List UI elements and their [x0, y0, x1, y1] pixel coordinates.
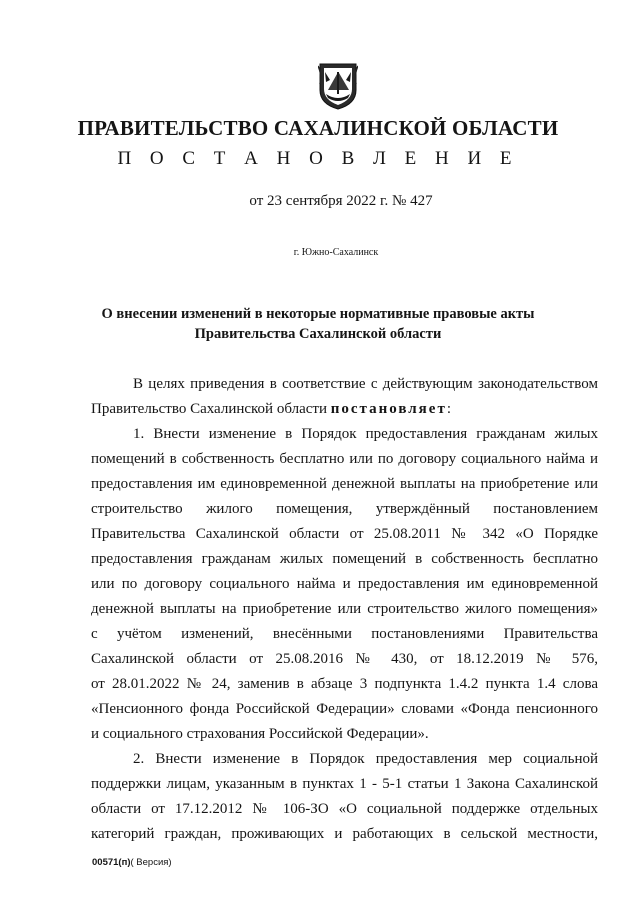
body-line: 2. Внести изменение в Порядок предоставления мер социальной [133, 751, 598, 767]
document-type: П О С Т А Н О В Л Е Н И Е [117, 148, 519, 169]
body-line: предоставления им единовременной денежной выплаты на приобретение или [91, 476, 598, 492]
body-line: с учётом изменений, внесёнными постановлениями Правительства [91, 626, 598, 642]
document-subject [0, 304, 636, 344]
resolves-word: постановляет [330, 401, 447, 417]
footer-code [92, 857, 172, 868]
document-code: 00571(п) [92, 857, 131, 868]
date-number: от 23 сентября 2022 г. № 427 [249, 193, 433, 209]
body-line: поддержки лицам, указанным в пунктах 1 - 5-1 статьи 1 Закона Сахалинской [91, 776, 598, 792]
body-line: денежной выплаты на приобретение или строительство жилого помещения» [91, 601, 598, 617]
body-line: и социального страхования Российской Федерации». [91, 726, 429, 742]
body-text: Правительство Сахалинской области [91, 401, 327, 417]
body-line: категорий граждан, проживающих и работающих в сельской местности, [91, 826, 598, 842]
subject-line: О внесении изменений в некоторые нормативные правовые акты [101, 306, 535, 322]
body-line: предоставления гражданам жилых помещений в собственность бесплатно [91, 551, 598, 567]
body-line: Правительства Сахалинской области от 25.08.2011 № 342 «О Порядке [91, 526, 598, 542]
body-line: «Пенсионного фонда Российской Федерации» словами «Фонда пенсионного [91, 701, 598, 717]
body-line: или по договору социального найма и предоставления им единовременной [91, 576, 598, 592]
body-line: Сахалинской области от 25.08.2016 № 430, от 18.12.2019 № 576, [91, 651, 598, 667]
body-line: 1. Внести изменение в Порядок предоставления гражданам жилых [133, 426, 598, 442]
body-line [91, 397, 598, 422]
body-line: помещений в собственность бесплатно или по договору социального найма и [91, 451, 598, 467]
organization-title: ПРАВИТЕЛЬСТВО САХАЛИНСКОЙ ОБЛАСТИ [77, 116, 559, 140]
document-body [91, 372, 598, 847]
coat-of-arms-icon [318, 60, 358, 110]
version-label: ( Версия) [130, 857, 172, 868]
body-line: строительство жилого помещения, утверждённый постановлением [91, 501, 598, 517]
city-label: г. Южно-Сахалинск [293, 247, 379, 258]
body-line: области от 17.12.2012 № 106-ЗО «О социальной поддержке отдельных [91, 801, 598, 817]
body-line: от 28.01.2022 № 24, заменив в абзаце 3 подпункта 1.4.2 пункта 1.4 слова [91, 676, 598, 692]
body-text: : [446, 401, 451, 417]
subject-line: Правительства Сахалинской области [194, 326, 442, 342]
body-line: В целях приведения в соответствие с действующим законодательством [133, 376, 598, 392]
